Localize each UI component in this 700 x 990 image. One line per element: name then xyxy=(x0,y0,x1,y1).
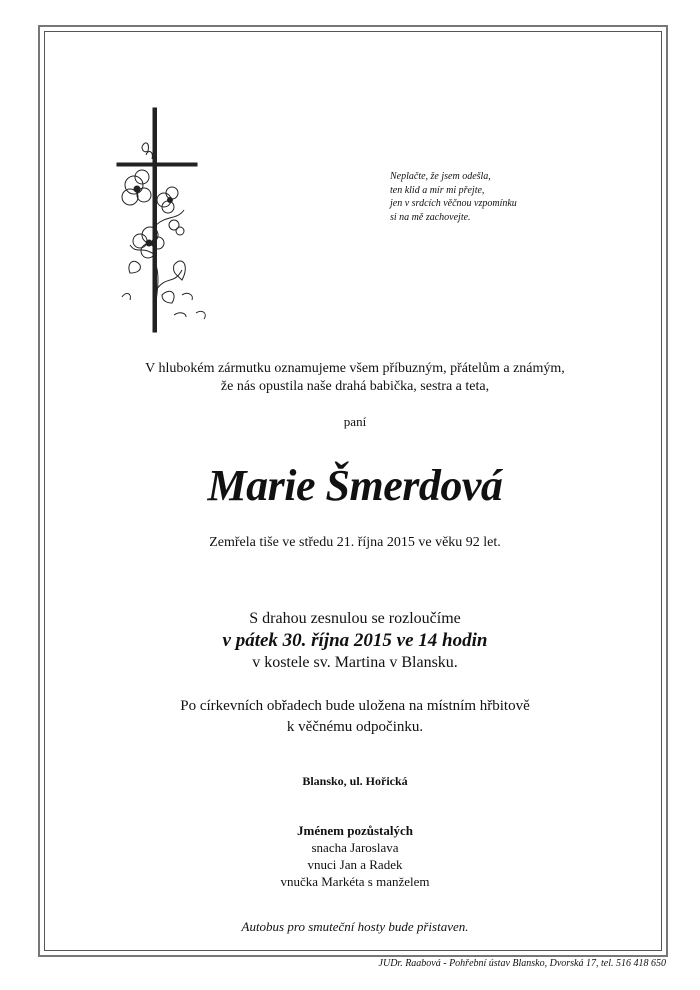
mourners xyxy=(40,822,670,890)
poem-line: si na mě zachovejte. xyxy=(390,211,471,223)
deceased-name: Marie Šmerdová xyxy=(207,461,503,510)
intro-line: V hlubokém zármutku oznamujeme všem příbuzným, přátelům a známým, xyxy=(145,361,565,376)
cross-with-flowers-icon xyxy=(112,105,222,335)
address: Blansko, ul. Hořická xyxy=(302,774,408,788)
bus-note: Autobus pro smuteční hosty bude přistaven. xyxy=(241,919,469,934)
intro-line: že nás opustila naše drahá babička, sestra a teta, xyxy=(220,379,490,394)
farewell-date: v pátek 30. října 2015 ve 14 hodin xyxy=(222,630,488,651)
mourner-name: vnuci Jan a Radek xyxy=(307,857,403,872)
burial-line: k věčnému odpočinku. xyxy=(286,719,424,735)
farewell-info xyxy=(40,608,670,674)
farewell-line: S drahou zesnulou se rozloučíme xyxy=(249,610,461,627)
poem-line: Neplačte, že jsem odešla, xyxy=(390,171,491,182)
mourners-heading: Jménem pozůstalých xyxy=(297,823,413,838)
poem-line: jen v srdcích věčnou vzpomínku xyxy=(390,198,517,209)
farewell-place: v kostele sv. Martina v Blansku. xyxy=(252,654,458,671)
poem xyxy=(390,170,630,224)
funeral-home-footer: JUDr. Raabová - Pohřební ústav Blansko, Dvorská 17, tel. 516 418 650 xyxy=(378,958,666,969)
death-notice: Zemřela tiše ve středu 21. října 2015 ve věku 92 let. xyxy=(209,535,501,550)
mourner-name: snacha Jaroslava xyxy=(311,840,399,855)
announcement-intro xyxy=(40,360,670,396)
poem-line: ten klid a mír mi přejte, xyxy=(390,184,485,196)
burial-info xyxy=(40,696,670,738)
mourner-name: vnučka Markéta s manželem xyxy=(280,874,430,889)
salutation: paní xyxy=(343,414,367,429)
burial-line: Po církevních obřadech bude uložena na místním hřbitově xyxy=(180,698,530,714)
